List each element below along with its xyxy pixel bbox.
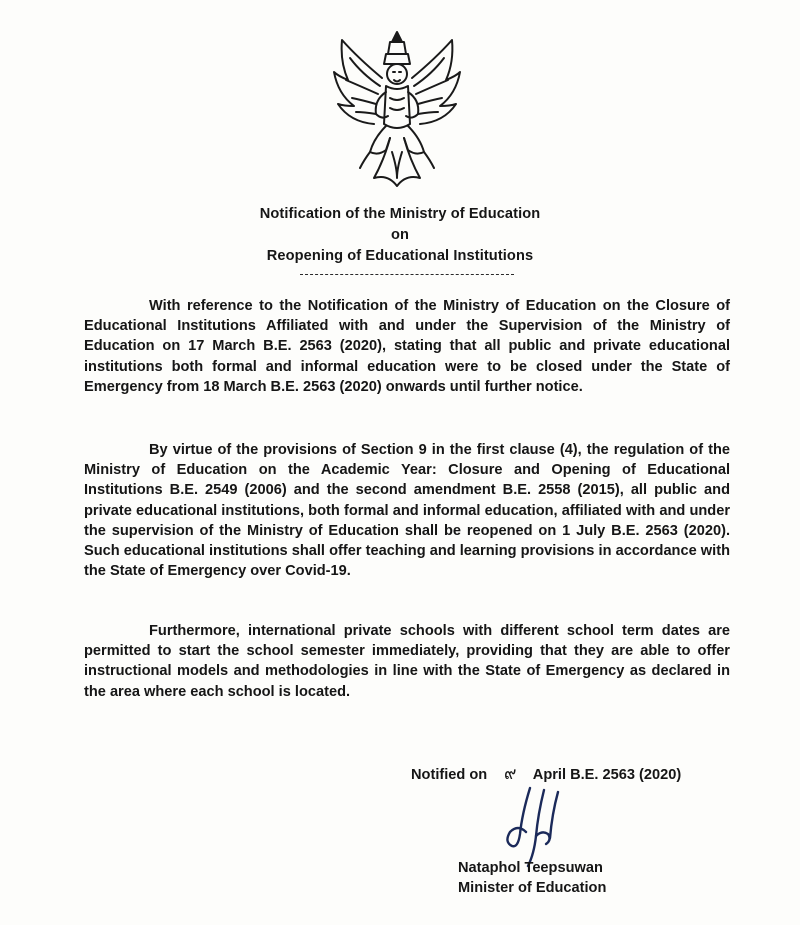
paragraph-reopening-provision: By virtue of the provisions of Section 9 in the first clause (4), the regulation of the Ministry of Education on the Academic Year: Closure and Opening of Educational Institutions B.E. 2549 (2006) and the second amendment B.E. 2558 (2015), all public and private educational institutions, both formal and informal education, affiliated with and under the supervision of the Ministry of Education shall be reopened on 1 July B.E. 2563 (2020). Such educational institutions shall offer teaching and learning provisions in accordance with the State of Emergency over Covid-19. [84, 442, 730, 580]
heading-subject: Reopening of Educational Institutions [266, 248, 534, 264]
notified-date-line [411, 760, 681, 787]
notified-prefix: Notified on [411, 767, 488, 783]
document-heading [0, 204, 800, 267]
handwritten-signature [500, 784, 580, 868]
heading-title: Notification of the Ministry of Education [259, 206, 541, 222]
signer-block [458, 858, 606, 898]
paragraph-closure-reference: With reference to the Notification of the Ministry of Education on the Closure of Educational Institutions Affiliated with and under the Supervision of the Ministry of Education on 17 March B.E. 2563 (2020), stating that all public and private educational institutions both formal and informal education were to be closed under the State of Emergency from 18 March B.E. 2563 (2020) onwards until further notice. [84, 298, 730, 395]
paragraph-international-schools: Furthermore, international private schools with different school term dates are permitted to start the school semester immediately, providing that they are able to offer instructional models and methodologies in line with the State of Emergency as declared in the area where each school is located. [84, 623, 730, 700]
heading-divider [300, 274, 514, 275]
garuda-emblem-icon [330, 28, 464, 190]
notified-day: ๙ [504, 764, 517, 784]
signer-title: Minister of Education [458, 880, 607, 896]
signer-name: Nataphol Teepsuwan [458, 860, 603, 876]
heading-on: on [390, 227, 410, 243]
notified-date: April B.E. 2563 (2020) [532, 767, 682, 783]
